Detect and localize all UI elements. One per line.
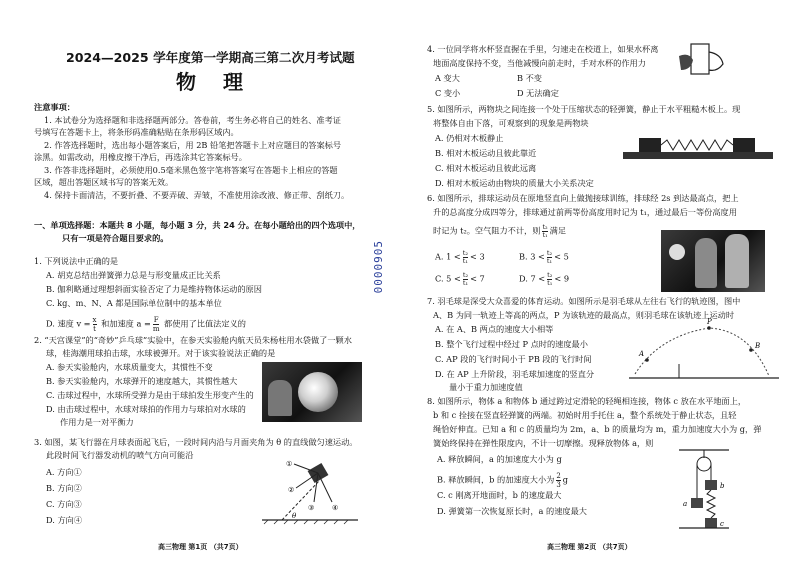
subject-title: 物 理 bbox=[176, 70, 253, 94]
page-2 bbox=[397, 0, 794, 561]
q2-option-d-2: 作用力是一对平衡力 bbox=[60, 417, 134, 427]
q7-option-b: B. 整个飞行过程中经过 P 点时的速度最小 bbox=[435, 339, 588, 349]
q8-stem-3: 绳恰好伸直。已知 a 和 c 的质量均为 2m，a、b 的质量均为 m，重力加速度大小为 g，弹 bbox=[433, 424, 762, 434]
label-3: ③ bbox=[308, 504, 315, 512]
label-b: b bbox=[720, 482, 725, 490]
serial-stamp: 0000905 bbox=[372, 240, 385, 294]
q6-option-d: D. 7 < $\frac{\text{t₂}}{\text{t₁}}$ < 9 bbox=[519, 271, 570, 287]
q4-hand-cup-figure bbox=[665, 40, 735, 82]
q5-option-d: D. 相对木板运动由物块的质量大小关系决定 bbox=[435, 178, 594, 188]
section-1-heading: 一、单项选择题：本题共 8 小题，每小题 3 分，共 24 分。在每小题给出的四个选项中， bbox=[34, 220, 361, 230]
label-a: A bbox=[639, 350, 645, 358]
q6-stem-3: 时记为 t₂。空气阻力不计，则 $\frac{\text{t₂}}{\text{t₁}}$ 满足 bbox=[433, 223, 567, 239]
q6-option-a: A. 1 < $\frac{\text{t₂}}{\text{t₁}}$ < 3 bbox=[435, 249, 485, 265]
theta-label: θ bbox=[292, 512, 297, 520]
q3-diagram bbox=[258, 458, 360, 526]
q2-photo-astronaut bbox=[262, 362, 362, 422]
q5-blocks-spring-figure bbox=[623, 134, 773, 162]
q2-option-b: B. 参天实验舱内，水球弹开的速度越大，其惯性越大 bbox=[46, 376, 238, 386]
footer-page-1: 高三物理 第1页 （共7页） bbox=[158, 543, 243, 551]
volleyball-icon bbox=[669, 244, 685, 260]
q5-option-a: A. 仍相对木板静止 bbox=[435, 133, 504, 143]
label-c: c bbox=[720, 520, 724, 528]
note-1a: 1. 本试卷分为选择题和非选择题两部分。答卷前，考生务必将自己的姓名、准考证 bbox=[44, 115, 341, 125]
q4-stem-1: 4. 一位同学将水杯竖直握在手里，匀速走在校道上，如果水杯离 bbox=[427, 44, 659, 54]
point-p bbox=[707, 326, 711, 330]
q3-option-d: D. 方向④ bbox=[46, 515, 83, 525]
note-2a: 2. 作答选择题时，选出每小题答案后，用 2B 铅笔把答题卡上对应题目的答案标号 bbox=[44, 140, 342, 150]
q8-option-b: B. 释放瞬间，b 的加速度大小为 $\frac{2}{3}$ g bbox=[437, 472, 569, 489]
q8-option-d: D. 弹簧第一次恢复原长时，a 的速度最大 bbox=[437, 506, 587, 516]
q3-stem-1: 3. 如图，某飞行器在月球表面起飞后，一段时间内沿与月面夹角为 θ 的直线做匀速运动。 bbox=[34, 437, 358, 447]
q1-stem: 1. 下列说法中正确的是 bbox=[34, 256, 119, 266]
q1-option-d: D. 速度 v = $\frac{x}{t}$ 和加速度 a = $\frac{F}{m}$ 都使用了比值法定义的 bbox=[46, 316, 246, 333]
label-b: B bbox=[755, 342, 761, 350]
pulley-icon bbox=[697, 457, 711, 471]
note-3b: 区域，超出答题区域书写的答案无效。 bbox=[34, 177, 174, 187]
exam-title: 2024—2025 学年度第一学期高三第二次月考试题 bbox=[66, 50, 355, 65]
point-a bbox=[645, 358, 649, 362]
q4-option-d: D 无法确定 bbox=[517, 88, 559, 98]
block-right bbox=[733, 138, 755, 152]
q8-option-c: C. c 刚离开地面时，b 的速度最大 bbox=[437, 490, 562, 500]
q7-stem-1: 7. 羽毛球是深受大众喜爱的体育运动。如图所示是羽毛球从左往右飞行的轨迹图，图中 bbox=[427, 296, 741, 306]
note-3a: 3. 作答非选择题时，必须使用0.5毫米黑色签字笔将答案写在答题卡上相应的答题 bbox=[44, 165, 338, 175]
shuttlecock-path bbox=[635, 328, 769, 376]
direction-4-line bbox=[318, 473, 332, 502]
q4-stem-2: 地面高度保持不变，当他减慢向前走时，手对水杯的作用力 bbox=[433, 58, 646, 68]
q3-option-a: A. 方向① bbox=[46, 467, 82, 477]
q8-pulley-figure bbox=[679, 448, 729, 534]
q3-option-b: B. 方向② bbox=[46, 483, 82, 493]
label-1: ① bbox=[286, 460, 293, 468]
q7-trajectory-figure bbox=[629, 316, 779, 382]
q5-option-c: C. 相对木板运动且彼此远离 bbox=[435, 163, 537, 173]
block-b bbox=[705, 480, 717, 490]
block-a bbox=[691, 498, 703, 508]
q2-option-c: C. 击球过程中，水球所受弹力是由于球拍发生形变产生的 bbox=[46, 390, 254, 400]
note-2b: 涂黑。如需改动，用橡皮擦干净后，再选涂其它答案标号。 bbox=[34, 152, 247, 162]
q4-option-c: C 变小 bbox=[435, 88, 461, 98]
note-1b: 号填写在答题卡上，将条形码准确粘贴在条形码区域内。 bbox=[34, 127, 239, 137]
label-a: a bbox=[683, 500, 688, 508]
player-left bbox=[695, 238, 717, 288]
spring-bc bbox=[707, 490, 715, 518]
q6-stem-2: 升的总高度分成四等分，排球通过前两等份高度用时记为 t₁，通过最后一等份高度用 bbox=[433, 207, 737, 217]
q2-option-d-1: D. 由击球过程中，水球对球拍的作用力与球拍对水球的 bbox=[46, 404, 246, 414]
q7-option-d-1: D. 在 AP 上升阶段，羽毛球加速度的竖直分 bbox=[435, 369, 595, 379]
q6-photo-volleyball bbox=[661, 230, 765, 292]
q2-stem-2: 球，桂海潮用球拍击球，水球被弹开。对于该实验说法正确的是 bbox=[46, 348, 276, 358]
player-right bbox=[725, 234, 749, 288]
block-left bbox=[639, 138, 661, 152]
section-1-heading-b: 只有一项是符合题目要求的。 bbox=[62, 233, 169, 243]
q5-stem-2: 将整体自由下落，可观察到的现象是两物块 bbox=[433, 118, 589, 128]
label-2: ② bbox=[288, 486, 295, 494]
astronaut-silhouette bbox=[268, 380, 292, 416]
q1-option-a: A. 胡克总结出弹簧弹力总是与形变量成正比关系 bbox=[46, 270, 221, 280]
label-p: P bbox=[707, 318, 712, 326]
q3-stem-2: 此段时间飞行器发动机的喷气方向可能沿 bbox=[46, 450, 194, 460]
note-4: 4. 保持卡面清洁，不要折叠、不要弄破、弄皱，不准使用涂改液、修正带、刮纸刀。 bbox=[44, 190, 350, 200]
q2-option-a: A. 参天实验舱内，水球质量变大，其惯性不变 bbox=[46, 362, 213, 372]
q5-option-b: B. 相对木板运动且彼此靠近 bbox=[435, 148, 537, 158]
notes-heading: 注意事项： bbox=[34, 102, 75, 112]
label-4: ④ bbox=[332, 504, 339, 512]
point-b bbox=[749, 348, 753, 352]
q7-option-a: A. 在 A、B 两点的速度大小相等 bbox=[435, 324, 554, 334]
spring bbox=[661, 140, 733, 150]
q3-option-c: C. 方向③ bbox=[46, 499, 82, 509]
cup-icon bbox=[691, 44, 709, 74]
water-ball-icon bbox=[298, 372, 338, 412]
q1-option-c: C. kg、m、N、A 都是国际单位制中的基本单位 bbox=[46, 298, 222, 308]
q7-option-d-2: 量小于重力加速度值 bbox=[449, 382, 523, 392]
q4-option-a: A 变大 bbox=[435, 73, 460, 83]
footer-page-2: 高三物理 第2页 （共7页） bbox=[547, 543, 632, 551]
q4-option-b: B 不变 bbox=[517, 73, 542, 83]
q1-option-b: B. 伽利略通过理想斜面实验否定了力是维持物体运动的原因 bbox=[46, 284, 262, 294]
q2-stem-1: 2. “天宫课堂”的“奇妙”乒乓球”实验中，在参天实验舱内航天员朱杨柱用水袋做了一颗水 bbox=[34, 335, 352, 345]
q8-stem-2: b 和 c 拴接在竖直轻弹簧的两端。初始时用手托住 a，整个系统处于静止状态，且轻 bbox=[433, 410, 737, 420]
q5-stem-1: 5. 如图所示，两物块之间连接一个处于压缩状态的轻弹簧，静止于水平粗糙木板上。现 bbox=[427, 104, 741, 114]
q7-option-c: C. AP 段的飞行时间小于 PB 段的飞行时间 bbox=[435, 354, 592, 364]
q6-option-b: B. 3 < $\frac{\text{t₂}}{\text{t₁}}$ < 5 bbox=[519, 249, 569, 265]
board bbox=[623, 152, 773, 159]
q7-stem-2: A、B 为同一轨迹上等高的两点，P 为该轨迹的最高点，则羽毛球在该轨迹上运动时 bbox=[433, 310, 735, 320]
q8-stem-4: 簧始终保持在弹性限度内，不计一切摩擦。现释放物体 a，则 bbox=[433, 438, 654, 448]
q8-option-a: A. 释放瞬间，a 的加速度大小为 g bbox=[437, 454, 562, 464]
block-c bbox=[705, 518, 717, 528]
q6-stem-1: 6. 如图所示，排球运动员在原地竖直向上做抛接球训练，排球经 2s 到达最高点，把上 bbox=[427, 193, 739, 203]
q6-option-c: C. 5 < $\frac{\text{t₂}}{\text{t₁}}$ < 7 bbox=[435, 271, 485, 287]
q8-stem-1: 8. 如图所示，物体 a 和物体 b 通过跨过定滑轮的轻绳相连接，物体 c 放在水平地面上， bbox=[427, 396, 747, 406]
fingers-icon bbox=[709, 52, 723, 70]
